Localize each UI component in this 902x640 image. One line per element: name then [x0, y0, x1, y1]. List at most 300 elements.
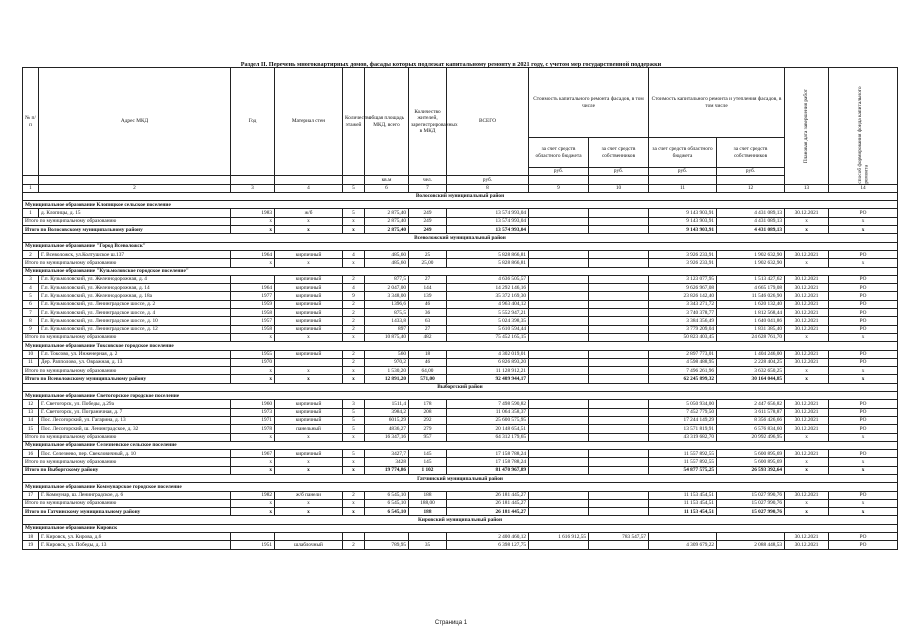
table-cell: 4 431 089,13 [717, 209, 785, 217]
table-row [23, 250, 898, 258]
table-cell: 6015,29 [365, 416, 409, 424]
table-cell [529, 325, 589, 333]
total-label: Итого по Волосовскому муниципальному району [23, 226, 231, 234]
table-cell [529, 217, 589, 225]
table-cell: 25 600 575,95 [447, 416, 529, 424]
table-cell: x [275, 508, 343, 516]
table-row [23, 408, 898, 416]
table-row [23, 275, 898, 283]
table-cell: 1 640 041,86 [717, 317, 785, 325]
table-cell: 178 [409, 400, 447, 408]
district-name: Выборгский район [23, 383, 898, 391]
table-cell: 1964 [231, 284, 275, 292]
table-cell: 3427,7 [365, 450, 409, 458]
table-cell: кирпичный [275, 275, 343, 283]
table-cell: 1973 [231, 408, 275, 416]
header-floors: Количество этажей [343, 68, 365, 176]
table-cell: 4 [23, 284, 39, 292]
table-cell: 46 [409, 358, 447, 366]
table-cell [529, 375, 589, 383]
table-cell: x [785, 458, 829, 466]
table-cell: x [275, 466, 343, 474]
table-cell: x [343, 375, 365, 383]
table-cell: 7 452 779,50 [649, 408, 717, 416]
table-cell: x [231, 458, 275, 466]
table-cell [589, 466, 649, 474]
table-cell: 81 470 967,89 [447, 466, 529, 474]
table-cell: 249 [409, 226, 447, 234]
table-cell: 3 632 650,25 [717, 367, 785, 375]
district-name: Всеволожский муниципальный район [23, 234, 898, 242]
table-cell: 4 963 404,12 [447, 300, 529, 308]
table-cell: 15 027 990,76 [717, 491, 785, 499]
table-cell: кирпичный [275, 408, 343, 416]
table-cell: 1970 [231, 358, 275, 366]
table-cell: 1960 [231, 400, 275, 408]
table-cell: 30 164 044,85 [717, 375, 785, 383]
table-cell: РО [829, 533, 898, 541]
table-cell [529, 226, 589, 234]
unit-cell [343, 176, 365, 184]
table-cell: РО [829, 300, 898, 308]
table-cell [529, 358, 589, 366]
table-cell: x [829, 259, 898, 267]
table-cell: 13 [23, 408, 39, 416]
table-cell: 4 598 488,95 [649, 358, 717, 366]
total-row [23, 226, 898, 234]
table-row [23, 491, 898, 499]
district-header-row [23, 383, 898, 391]
unit-cell [717, 176, 785, 184]
table-cell: 4 309 679,22 [649, 541, 717, 549]
table-cell: 6 545,10 [365, 508, 409, 516]
table-cell: x [343, 458, 365, 466]
table-cell: 12 891,20 [365, 375, 409, 383]
total-label: Итого по муниципальному образованию [23, 217, 231, 225]
table-cell [365, 533, 409, 541]
table-row [23, 209, 898, 217]
header-material: Материал стен [275, 68, 343, 176]
table-cell [529, 508, 589, 516]
table-cell [529, 541, 589, 549]
table-cell [589, 250, 649, 258]
table-cell: 30.12.2021 [785, 358, 829, 366]
column-number: 11 [649, 184, 717, 192]
table-cell: 30.12.2021 [785, 300, 829, 308]
column-number: 14 [829, 184, 898, 192]
table-cell: x [231, 226, 275, 234]
table-cell: 30.12.2021 [785, 309, 829, 317]
table-cell: 2 [343, 300, 365, 308]
table-row [23, 309, 898, 317]
table-cell: 9 143 903,91 [649, 209, 717, 217]
table-cell: 2 [343, 317, 365, 325]
table-cell: 144 [409, 284, 447, 292]
table-cell: 1 902 632,90 [717, 250, 785, 258]
table-row [23, 416, 898, 424]
table-cell: x [231, 508, 275, 516]
table-cell: 4836,27 [365, 425, 409, 433]
table-cell: Г. Кировск, ул. Победы, д. 13 [39, 541, 231, 549]
table-row [23, 400, 898, 408]
table-cell [231, 533, 275, 541]
table-cell: 16 [23, 450, 39, 458]
table-row [23, 425, 898, 433]
header-insulation-cost: Стоимость капитального ремонта и утепления фасадов, в том числе [649, 68, 785, 138]
municipality-name: Муниципальное образование "Кузьмоловское городское поселение" [23, 267, 898, 275]
table-cell: 7 496 261,96 [649, 367, 717, 375]
column-number: 9 [529, 184, 589, 192]
table-cell: 30.12.2021 [785, 533, 829, 541]
table-cell [589, 491, 649, 499]
table-cell [589, 367, 649, 375]
table-cell: РО [829, 358, 898, 366]
table-cell: панельный [275, 425, 343, 433]
table-cell [529, 408, 589, 416]
table-cell: 14 292 146,16 [447, 284, 529, 292]
table-cell: 2 447 656,82 [717, 400, 785, 408]
municipality-header-row [23, 342, 898, 350]
table-cell: x [343, 333, 365, 341]
table-cell: РО [829, 317, 898, 325]
table-cell: Г.п. Кузьмоловский, ул. Ленинградское шоссе, д. 2 [39, 300, 231, 308]
table-cell: 30.12.2021 [785, 284, 829, 292]
unit-cell [23, 176, 39, 184]
table-cell: РО [829, 275, 898, 283]
table-cell: 30.12.2021 [785, 292, 829, 300]
table-row [23, 325, 898, 333]
table-cell: кирпичный [275, 309, 343, 317]
table-cell: 877,5 [365, 275, 409, 283]
table-row [23, 292, 898, 300]
table-cell [231, 275, 275, 283]
table-cell: 2 [23, 250, 39, 258]
table-cell [275, 358, 343, 366]
unit-cell [649, 176, 717, 184]
table-cell: 43 319 682,70 [649, 433, 717, 441]
table-cell: 30.12.2021 [785, 416, 829, 424]
table-cell: x [275, 367, 343, 375]
table-cell: 5 610 594,44 [447, 325, 529, 333]
table-cell: 208 [409, 408, 447, 416]
table-cell: 1 513 427,62 [717, 275, 785, 283]
table-cell: 5 552 947,21 [447, 309, 529, 317]
capital-repair-table [22, 67, 898, 550]
table-row [23, 350, 898, 358]
total-label: Итого по муниципальному образованию [23, 433, 231, 441]
table-cell: 35 [409, 541, 447, 549]
table-cell: 1958 [231, 325, 275, 333]
table-cell: 970,2 [365, 358, 409, 366]
table-cell: 560 [365, 350, 409, 358]
table-cell: 5 600 895,69 [717, 458, 785, 466]
table-cell [649, 533, 717, 541]
table-cell: 485,60 [365, 250, 409, 258]
table-cell: 30.12.2021 [785, 541, 829, 549]
table-cell: 292 [409, 416, 447, 424]
table-cell: 5 [343, 408, 365, 416]
municipality-name: Муниципальное образование Клопицкое сельское поселение [23, 201, 898, 209]
table-cell: 30.12.2021 [785, 400, 829, 408]
table-cell: 30.12.2021 [785, 317, 829, 325]
units-row [23, 176, 898, 184]
table-cell: 5 024 398,35 [447, 317, 529, 325]
table-cell: 7 498 590,82 [447, 400, 529, 408]
table-cell [589, 309, 649, 317]
unit-cell: руб. [447, 176, 529, 184]
table-cell: 13 574 993,04 [447, 217, 529, 225]
table-cell: 18 [409, 350, 447, 358]
municipality-header-row [23, 392, 898, 400]
column-number: 8 [447, 184, 529, 192]
table-cell: кирпичный [275, 317, 343, 325]
total-label: Итого по муниципальному образованию [23, 333, 231, 341]
table-cell: 13 574 993,04 [447, 226, 529, 234]
table-cell: 20 148 654,51 [447, 425, 529, 433]
table-cell: Г.п. Кузьмоловский, ул. Ленинградское шоссе, д. 10 [39, 317, 231, 325]
table-cell: 30.12.2021 [785, 275, 829, 283]
table-cell: 3 384 356,49 [649, 317, 717, 325]
table-cell: 188 [409, 491, 447, 499]
table-cell [589, 292, 649, 300]
table-cell: 26 181 445,27 [447, 508, 529, 516]
table-cell [529, 367, 589, 375]
table-cell: 3 343 271,72 [649, 300, 717, 308]
municipality-header-row [23, 441, 898, 449]
table-cell: д. Клопицы, д. 15 [39, 209, 231, 217]
table-cell: x [231, 367, 275, 375]
table-cell: РО [829, 416, 898, 424]
table-cell: 2 875,40 [365, 209, 409, 217]
table-row [23, 450, 898, 458]
table-cell: x [343, 217, 365, 225]
table-cell: 6 576 834,60 [717, 425, 785, 433]
table-cell: 20 992 496,95 [717, 433, 785, 441]
table-cell [589, 541, 649, 549]
total-label: Итого по Гатчинскому муниципальному району [23, 508, 231, 516]
table-cell [529, 458, 589, 466]
table-cell: РО [829, 541, 898, 549]
table-cell: 3 348,00 [365, 292, 409, 300]
table-cell: 2 897 773,01 [649, 350, 717, 358]
table-cell: x [785, 259, 829, 267]
table-body [23, 192, 898, 549]
unit-rub: руб. [529, 168, 589, 176]
table-cell: 17 158 788,24 [447, 450, 529, 458]
column-number: 10 [589, 184, 649, 192]
table-cell: 5 [23, 292, 39, 300]
table-cell: x [829, 499, 898, 507]
table-cell: 26 181 445,27 [447, 491, 529, 499]
table-cell: ж/б [275, 209, 343, 217]
total-row [23, 499, 898, 507]
page-footer: Страница 1 [434, 620, 468, 626]
table-cell: 279 [409, 425, 447, 433]
table-cell: кирпичный [275, 416, 343, 424]
table-cell: x [231, 333, 275, 341]
table-cell: x [829, 375, 898, 383]
district-name: Волосовский муниципальный район [23, 192, 898, 200]
table-cell: x [231, 499, 275, 507]
table-cell: 2 875,40 [365, 226, 409, 234]
table-cell: Пос. Селезнево, пер. Свекловичный, д. 10 [39, 450, 231, 458]
table-cell: 13 574 993,04 [447, 209, 529, 217]
table-cell: 5 [343, 450, 365, 458]
table-cell: 6 826 893,20 [447, 358, 529, 366]
table-cell: x [829, 367, 898, 375]
table-cell: 62 245 899,32 [649, 375, 717, 383]
table-cell [529, 292, 589, 300]
table-cell: РО [829, 325, 898, 333]
table-cell: 3 740 378,77 [649, 309, 717, 317]
district-header-row [23, 192, 898, 200]
table-cell: кирпичный [275, 284, 343, 292]
table-cell: 4 302 019,01 [447, 350, 529, 358]
table-cell: 15 [23, 425, 39, 433]
table-cell: 30.12.2021 [785, 491, 829, 499]
table-cell [529, 250, 589, 258]
table-row [23, 358, 898, 366]
table-cell [529, 209, 589, 217]
table-cell: x [785, 433, 829, 441]
table-cell: 6 545,10 [365, 499, 409, 507]
municipality-name: Муниципальное образование Светогорское городское поселение [23, 392, 898, 400]
table-cell: 3 611 578,87 [717, 408, 785, 416]
table-cell: 27 [409, 325, 447, 333]
table-cell: 1959 [231, 300, 275, 308]
table-cell: 17 [23, 491, 39, 499]
total-row [23, 217, 898, 225]
table-cell: x [231, 217, 275, 225]
header-residents: Количество жителей, зарегистрированных в МКД [409, 68, 447, 176]
table-cell [589, 275, 649, 283]
total-label: Итого по муниципальному образованию [23, 499, 231, 507]
column-number: 7 [409, 184, 447, 192]
table-cell: Г. Светогорск, ул. Пограничная, д. 7 [39, 408, 231, 416]
table-cell [529, 259, 589, 267]
table-cell: 1 102 [409, 466, 447, 474]
table-cell: РО [829, 284, 898, 292]
table-cell: 3 [23, 275, 39, 283]
table-cell: 30.12.2021 [785, 425, 829, 433]
table-cell: 10 [23, 350, 39, 358]
table-cell: x [829, 433, 898, 441]
table-cell: 1958 [231, 309, 275, 317]
table-cell [529, 416, 589, 424]
table-cell: 1964 [231, 250, 275, 258]
table-cell: 54 877 575,25 [649, 466, 717, 474]
column-number: 12 [717, 184, 785, 192]
table-cell: 11 [23, 358, 39, 366]
table-cell: 2 228 404,25 [717, 358, 785, 366]
district-header-row [23, 474, 898, 482]
unit-cell [529, 176, 589, 184]
table-cell: кирпичный [275, 450, 343, 458]
table-cell [589, 425, 649, 433]
table-cell: 1957 [231, 317, 275, 325]
table-cell [529, 499, 589, 507]
table-cell [589, 416, 649, 424]
header-insul-own: за счет средств собственников [717, 138, 785, 168]
table-cell: Г. Светогорск, ул. Победы, д.29а [39, 400, 231, 408]
table-cell: Пос. Лесогорский, ул. Гагарина, д. 13 [39, 416, 231, 424]
table-cell: 2 875,40 [365, 217, 409, 225]
table-cell [589, 450, 649, 458]
header-planned-date: Плановая дата завершения работ [785, 68, 829, 185]
table-cell: x [829, 333, 898, 341]
table-cell: x [785, 226, 829, 234]
table-cell: 5 600 895,69 [717, 450, 785, 458]
table-cell: 875,5 [365, 309, 409, 317]
total-row [23, 367, 898, 375]
table-row [23, 300, 898, 308]
table-cell [589, 400, 649, 408]
table-cell: 2 [343, 309, 365, 317]
table-cell: 1 831 385,40 [717, 325, 785, 333]
table-cell: 1971 [231, 416, 275, 424]
table-cell [589, 325, 649, 333]
table-cell: 139 [409, 292, 447, 300]
table-cell: x [231, 466, 275, 474]
table-cell: x [275, 458, 343, 466]
table-cell: x [785, 375, 829, 383]
table-cell: 789,95 [365, 541, 409, 549]
table-cell: 145 [409, 450, 447, 458]
table-cell [589, 358, 649, 366]
table-cell: РО [829, 209, 898, 217]
table-cell: РО [829, 309, 898, 317]
table-cell: 19 774,86 [365, 466, 409, 474]
table-cell [275, 533, 343, 541]
table-cell [529, 433, 589, 441]
total-label: Итого по муниципальному образованию [23, 367, 231, 375]
table-cell: 4 [343, 250, 365, 258]
table-cell: 3984,2 [365, 408, 409, 416]
column-number-row [23, 184, 898, 192]
table-cell: 2 047,00 [365, 284, 409, 292]
unit-cell [231, 176, 275, 184]
table-cell [589, 499, 649, 507]
table-cell: РО [829, 408, 898, 416]
table-cell: ж/б панели [275, 491, 343, 499]
column-number: 6 [365, 184, 409, 192]
table-cell: РО [829, 292, 898, 300]
municipality-header-row [23, 201, 898, 209]
table-cell: шлаблочный [275, 541, 343, 549]
table-cell: 6 545,10 [365, 491, 409, 499]
table-cell: 1 [23, 209, 39, 217]
table-cell: 1 616 912,55 [529, 533, 589, 541]
table-cell: РО [829, 425, 898, 433]
table-cell: x [275, 375, 343, 383]
page-title: Раздел II. Перечень многоквартирных домов, фасады которых подлежат капитальному ремонту в 2021 году, с учетом мер государственной поддержки [240, 61, 662, 68]
unit-cell: чел. [409, 176, 447, 184]
table-row [23, 284, 898, 292]
column-number: 13 [785, 184, 829, 192]
table-cell: 14 [23, 416, 39, 424]
table-cell: x [231, 259, 275, 267]
table-cell: 12 [23, 400, 39, 408]
table-cell [589, 333, 649, 341]
table-cell [529, 466, 589, 474]
table-cell: x [829, 466, 898, 474]
district-name: Кировский муниципальный район [23, 516, 898, 524]
header-num: № п/п [23, 68, 39, 176]
table-cell: x [231, 375, 275, 383]
table-cell: 15 027 990,76 [717, 499, 785, 507]
table-cell: x [231, 433, 275, 441]
table-cell: 18 [23, 533, 39, 541]
